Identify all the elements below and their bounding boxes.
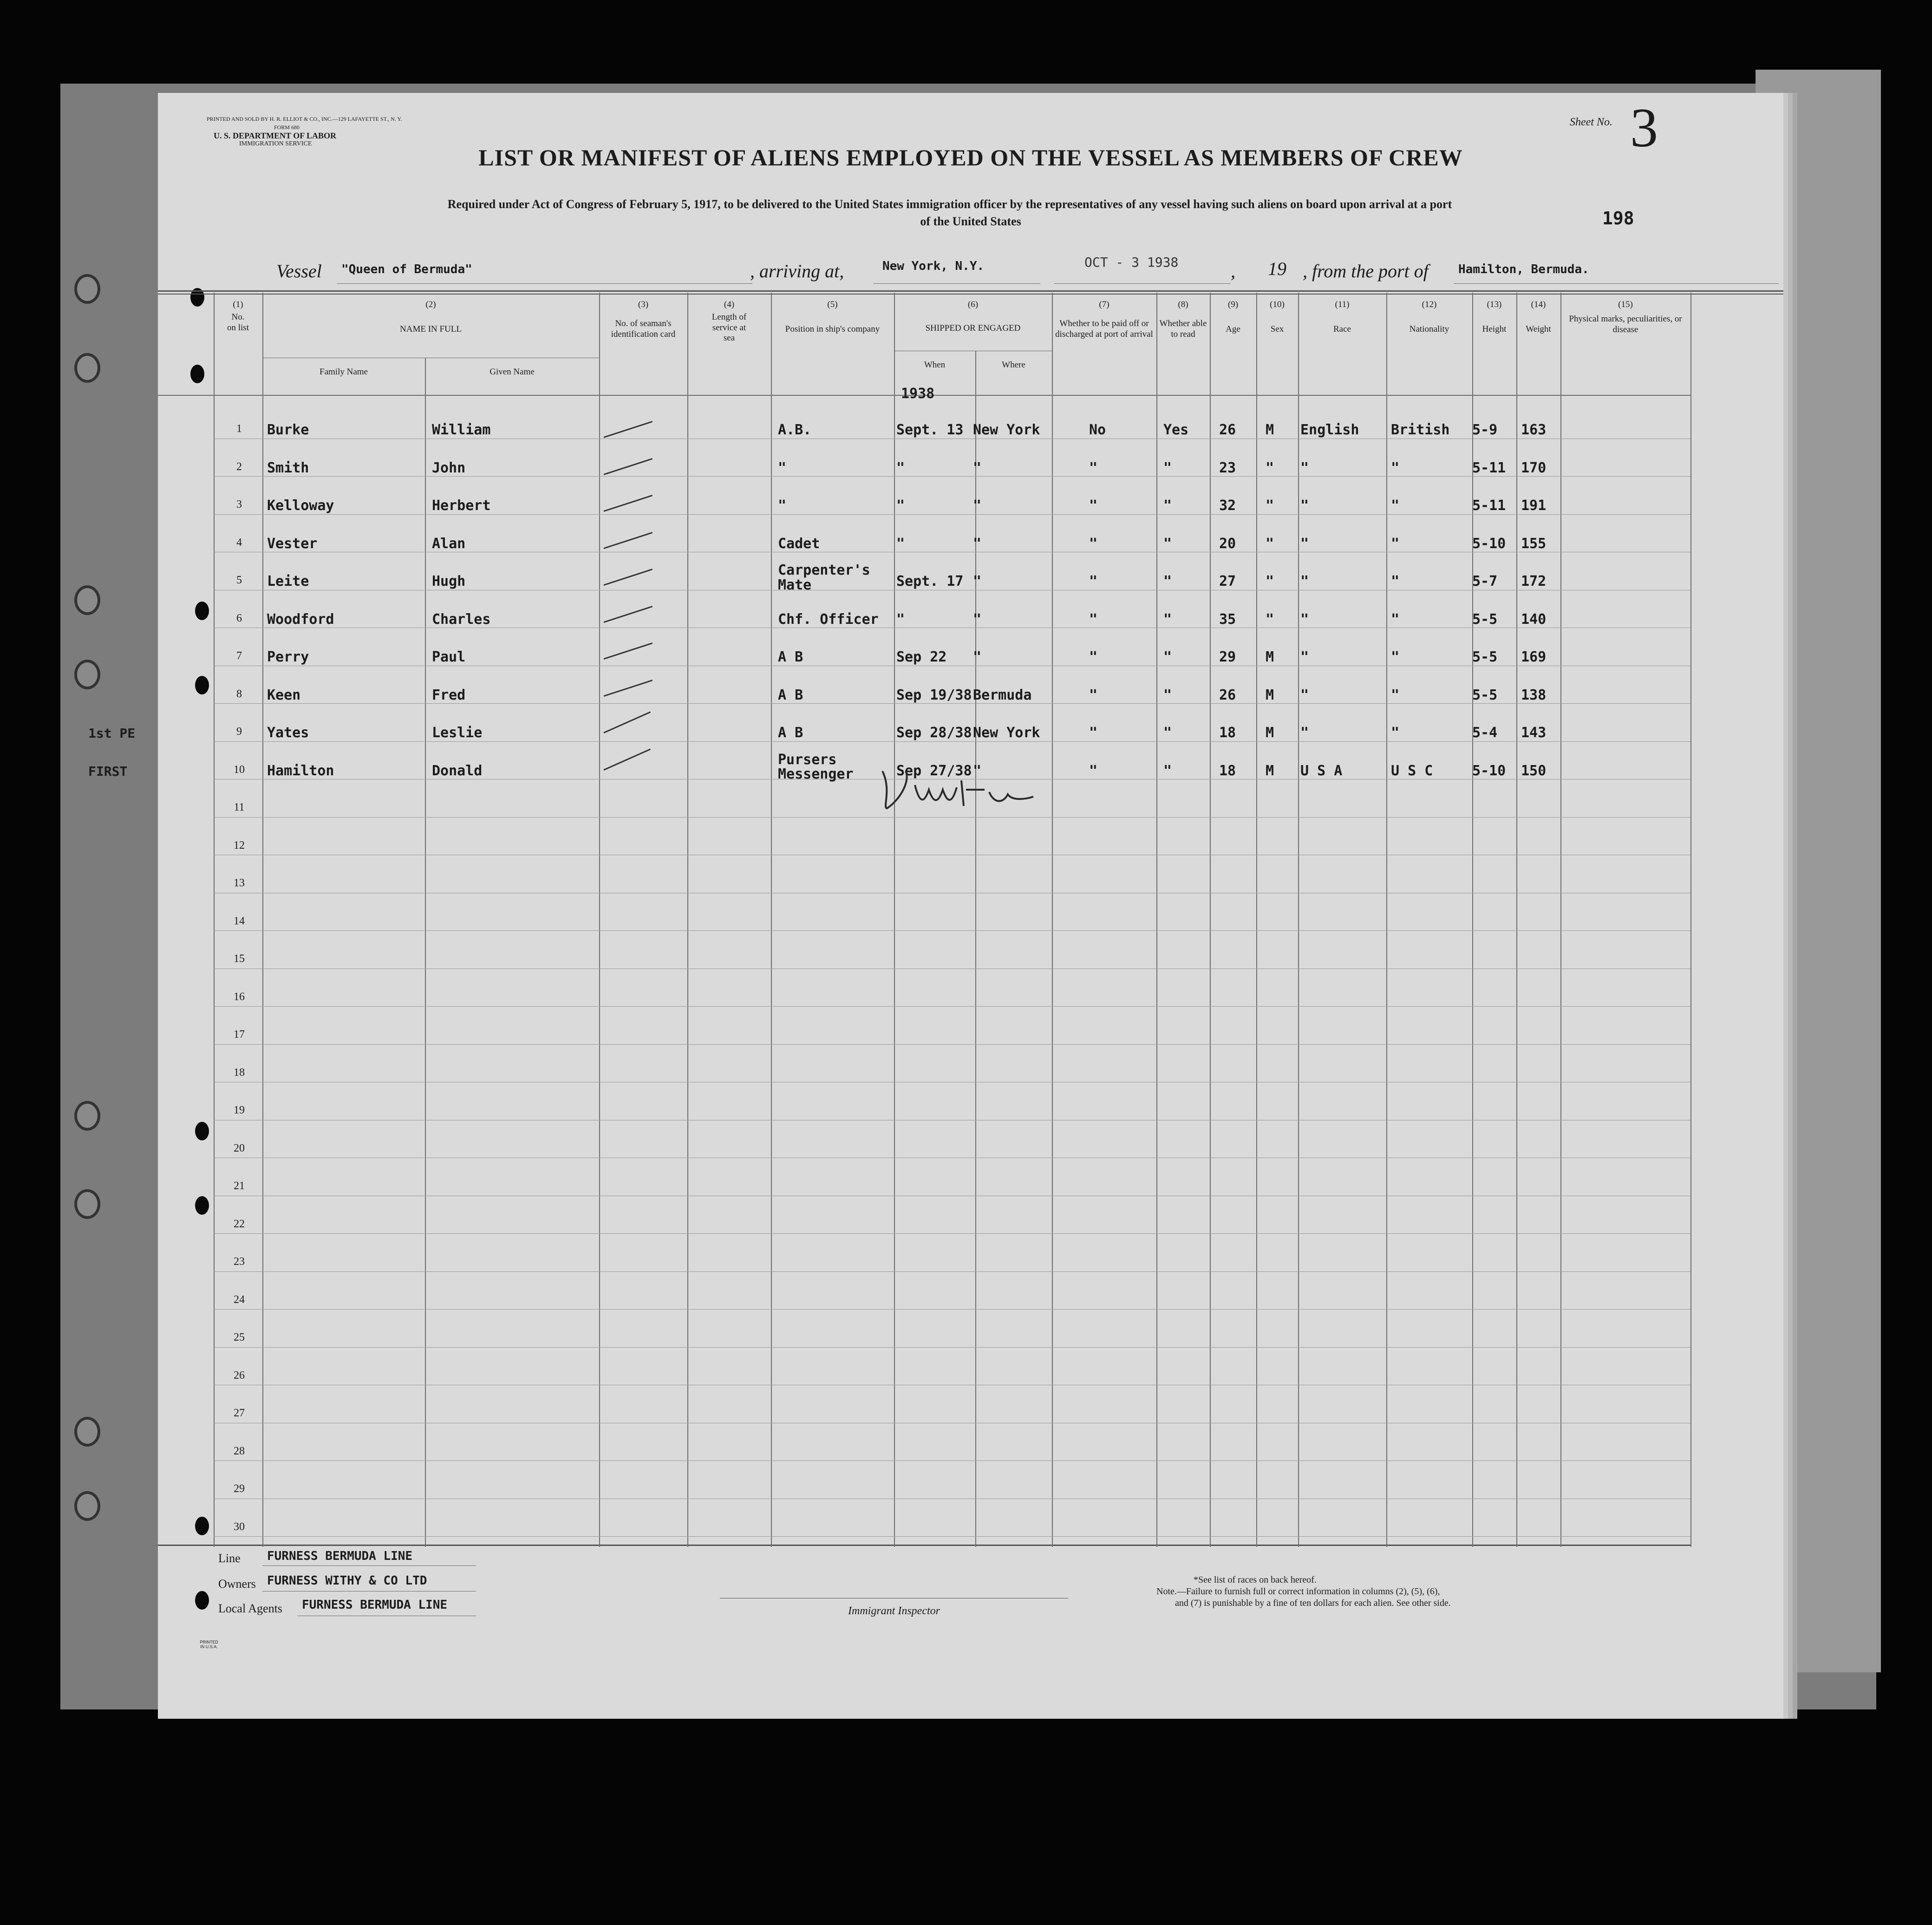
row-rule (214, 930, 1690, 931)
line-label: Line (218, 1552, 241, 1565)
row-number: 27 (234, 1407, 245, 1419)
position-cell: Pursers Messenger (778, 751, 854, 782)
able-to-read-cell: " (1163, 573, 1172, 589)
table-row (158, 631, 1690, 669)
given-name-cell: Paul (432, 649, 466, 665)
row-number: 28 (234, 1445, 245, 1457)
id-card-dash (604, 532, 653, 549)
row-number: 23 (234, 1256, 245, 1268)
nationality-cell: British (1391, 422, 1450, 438)
table-row (158, 442, 1690, 480)
age-cell: 23 (1219, 459, 1236, 476)
position-cell: " (778, 459, 787, 476)
paid-off-cell: " (1089, 459, 1098, 476)
row-number: 16 (234, 990, 245, 1003)
signature-text (896, 769, 967, 801)
able-to-read-cell: " (1163, 498, 1172, 514)
family-name-cell: Vester (267, 535, 318, 552)
family-name-cell: Perry (267, 649, 309, 665)
when-header: When (924, 360, 946, 370)
row-rule (214, 1347, 1690, 1348)
shipped-when-cell: Sept. 17 (896, 573, 964, 589)
height-cell: 5-4 (1472, 725, 1498, 741)
sex-cell: M (1266, 422, 1274, 438)
departure-port: Hamilton, Bermuda. (1458, 262, 1589, 276)
punch-hole (190, 365, 204, 383)
punch-hole (195, 1517, 209, 1535)
sex-cell: " (1266, 573, 1274, 589)
row-number: 25 (234, 1331, 245, 1343)
sex-cell: M (1266, 687, 1274, 703)
row-rule (214, 1460, 1690, 1461)
row-number: 18 (234, 1066, 245, 1079)
sex-cell: M (1266, 762, 1274, 779)
race-cell: " (1300, 611, 1309, 628)
binder-ring (74, 585, 100, 615)
table-row (158, 480, 1690, 518)
id-card-dash (604, 569, 653, 586)
race-cell: " (1300, 498, 1309, 514)
row-number: 30 (234, 1520, 245, 1533)
position-cell: " (778, 498, 787, 514)
given-name-cell: John (432, 459, 466, 476)
vessel-name: "Queen of Bermuda" (341, 262, 472, 276)
col-rule (1690, 293, 1691, 1547)
sex-cell: " (1266, 459, 1274, 476)
arrival-port: New York, N.Y. (882, 259, 985, 273)
table-row (158, 404, 1690, 442)
given-name-header: Given Name (490, 367, 535, 377)
punch-hole (195, 1591, 209, 1610)
penalty-note-1: Note.—Failure to furnish full or correct information in columns (2), (5), (6), (1156, 1586, 1440, 1597)
where-header: Where (1002, 360, 1025, 370)
punch-hole (195, 1196, 209, 1215)
shipped-where-cell: New York (973, 422, 1040, 438)
weight-cell: 170 (1521, 459, 1547, 476)
col-4-header: (4) Length of service at sea (711, 300, 747, 343)
family-name-cell: Kelloway (267, 498, 334, 514)
year-header: 1938 (901, 386, 935, 402)
owners-label: Owners (218, 1577, 256, 1591)
row-number: 1 (236, 423, 242, 435)
port-underline (1454, 283, 1779, 284)
shipped-where-cell: " (973, 611, 982, 628)
row-rule (214, 1536, 1690, 1537)
row-number: 6 (236, 612, 242, 624)
position-cell: A B (778, 725, 803, 741)
shipped-when-cell: " (896, 535, 905, 552)
owners-name: FURNESS WITHY & CO LTD (267, 1574, 427, 1588)
sex-cell: " (1266, 498, 1274, 514)
able-to-read-cell: " (1163, 649, 1172, 665)
binder-ring (74, 1491, 100, 1521)
shipped-when-cell: Sep 19/38 (896, 687, 972, 703)
col-14-header: (14) Weight (1526, 300, 1551, 334)
height-cell: 5-10 (1472, 535, 1506, 552)
row-number: 14 (234, 915, 245, 927)
weight-cell: 169 (1521, 649, 1547, 665)
id-card-dash (604, 421, 653, 438)
age-cell: 26 (1219, 422, 1236, 438)
shipped-when-cell: Sep 28/38 (896, 725, 972, 741)
col-2-header: (2) NAME IN FULL (400, 300, 462, 334)
height-cell: 5-11 (1472, 459, 1506, 476)
age-cell: 27 (1219, 573, 1236, 589)
col-7-header: (7) Whether to be paid off or discharged at port of arrival (1055, 300, 1153, 339)
given-name-cell: Herbert (432, 498, 491, 514)
arrival-underline (873, 283, 1040, 284)
nationality-cell: " (1391, 725, 1400, 741)
table-bottom-rule (158, 1545, 1690, 1546)
sex-cell: M (1266, 725, 1274, 741)
id-card-dash (603, 711, 651, 733)
manifest-page (88, 93, 1783, 1719)
row-number: 11 (234, 801, 245, 813)
paid-off-cell: " (1089, 649, 1098, 665)
given-name-cell: Fred (432, 687, 466, 703)
row-number: 29 (234, 1483, 245, 1495)
service-name: IMMIGRATION SERVICE (239, 140, 312, 147)
row-number: 20 (234, 1142, 245, 1154)
age-cell: 18 (1219, 725, 1236, 741)
paid-off-cell: No (1089, 422, 1106, 438)
able-to-read-cell: " (1163, 535, 1172, 552)
shipped-where-cell: " (973, 762, 982, 779)
height-cell: 5-10 (1472, 762, 1506, 779)
row-rule (214, 1309, 1690, 1310)
weight-cell: 150 (1521, 762, 1547, 779)
sheet-number: 3 (1630, 97, 1658, 158)
row-number: 8 (236, 688, 242, 700)
height-cell: 5-9 (1472, 422, 1498, 438)
printer-credit: PRINTED AND SOLD BY H. R. ELLIOT & CO., INC.—129 LAFAYETTE ST., N. Y. (207, 116, 402, 122)
height-cell: 5-5 (1472, 611, 1498, 628)
family-name-cell: Burke (267, 422, 309, 438)
binder-ring (74, 1101, 100, 1131)
family-name-cell: Smith (267, 459, 309, 476)
able-to-read-cell: " (1163, 687, 1172, 703)
age-cell: 20 (1219, 535, 1236, 552)
row-number: 17 (234, 1028, 245, 1041)
age-cell: 35 (1219, 611, 1236, 628)
row-rule (214, 1233, 1690, 1234)
shipped-where-cell: " (973, 649, 982, 665)
paid-off-cell: " (1089, 762, 1098, 779)
given-name-cell: Alan (432, 535, 466, 552)
row-number: 21 (234, 1180, 245, 1192)
row-number: 12 (234, 839, 245, 851)
col-8-header: (8) Whether able to read (1159, 300, 1207, 339)
binder-ring (74, 1417, 100, 1447)
able-to-read-cell: " (1163, 611, 1172, 628)
paid-off-cell: " (1089, 725, 1098, 741)
col-5-header: (5) Position in ship's company (785, 300, 880, 334)
weight-cell: 140 (1521, 611, 1547, 628)
family-name-cell: Woodford (267, 611, 334, 628)
row-number: 15 (234, 953, 245, 965)
nationality-cell: " (1391, 459, 1400, 476)
date-underline (1054, 283, 1231, 284)
shipped-where-cell: " (973, 535, 982, 552)
row-number: 13 (234, 877, 245, 889)
race-cell: " (1300, 535, 1309, 552)
row-number: 2 (236, 460, 242, 473)
race-cell: " (1300, 459, 1309, 476)
vessel-underline (337, 283, 752, 284)
table-row (158, 669, 1690, 707)
row-number: 10 (234, 763, 245, 776)
binder-ring (74, 1189, 100, 1219)
race-cell: " (1300, 687, 1309, 703)
col-3-header: (3) No. of seaman's identification card (611, 300, 676, 339)
department-name: U. S. DEPARTMENT OF LABOR (214, 131, 337, 140)
id-card-dash (604, 642, 653, 660)
col-6-header: (6) SHIPPED OR ENGAGED (925, 300, 1021, 333)
sex-cell: " (1266, 611, 1274, 628)
row-number: 3 (236, 498, 242, 511)
shipped-where-cell: New York (973, 725, 1040, 741)
height-cell: 5-11 (1472, 498, 1506, 514)
col-15-header: (15) Physical marks, peculiarities, or disease (1569, 300, 1682, 334)
inspector-label: Immigrant Inspector (848, 1605, 940, 1617)
table-row (158, 556, 1690, 594)
family-name-cell: Hamilton (267, 762, 334, 779)
race-cell: U S A (1300, 762, 1343, 779)
sheet-label: Sheet No. (1570, 116, 1612, 128)
col-11-header: (11) Race (1333, 300, 1351, 334)
position-cell: Cadet (778, 535, 820, 552)
paid-off-cell: " (1089, 687, 1098, 703)
binder-ring (74, 274, 100, 304)
line-underline (262, 1565, 476, 1566)
date-comma: , (1231, 261, 1235, 282)
arrival-date-stamp: OCT - 3 1938 (1084, 255, 1179, 270)
position-cell: A B (778, 649, 803, 665)
family-name-cell: Leite (267, 573, 309, 589)
paid-off-cell: " (1089, 498, 1098, 514)
id-card-dash (604, 680, 653, 697)
age-cell: 29 (1219, 649, 1236, 665)
nationality-cell: " (1391, 498, 1400, 514)
position-cell: Chf. Officer (778, 611, 879, 628)
nationality-cell: U S C (1391, 762, 1433, 779)
margin-note: FIRST (88, 763, 128, 779)
binder-ring (74, 353, 100, 383)
paid-off-cell: " (1089, 573, 1098, 589)
given-name-cell: Donald (432, 762, 483, 779)
able-to-read-cell: " (1163, 725, 1172, 741)
binder-ring (74, 660, 100, 689)
weight-cell: 138 (1521, 687, 1547, 703)
row-rule (214, 1271, 1690, 1272)
given-name-cell: William (432, 422, 491, 438)
subtitle-line-1: Required under Act of Congress of February 5, 1917, to be delivered to the United States immigration officer by the representatives of any vessel having such aliens on board upon arrival at a port (447, 197, 1452, 211)
family-name-cell: Yates (267, 725, 309, 741)
col-13-header: (13) Height (1482, 300, 1507, 334)
height-cell: 5-5 (1472, 687, 1498, 703)
able-to-read-cell: " (1163, 762, 1172, 779)
family-name-cell: Keen (267, 687, 301, 703)
height-cell: 5-7 (1472, 573, 1498, 589)
able-to-read-cell: " (1163, 459, 1172, 476)
shipped-when-cell: " (896, 459, 905, 476)
race-cell: " (1300, 649, 1309, 665)
given-name-cell: Charles (432, 611, 491, 628)
row-number: 19 (234, 1104, 245, 1116)
row-number: 4 (236, 536, 242, 549)
nationality-cell: " (1391, 573, 1400, 589)
paid-off-cell: " (1089, 535, 1098, 552)
col-1-header: (1) No. on list (227, 300, 249, 333)
arriving-label: , arriving at, (750, 261, 844, 282)
margin-note: 1st PE (88, 726, 136, 741)
position-cell: A.B. (778, 422, 812, 438)
weight-cell: 155 (1521, 535, 1547, 552)
row-number: 5 (236, 574, 242, 586)
sex-cell: " (1266, 535, 1274, 552)
table-top-rule (158, 294, 1783, 295)
sex-cell: M (1266, 649, 1274, 665)
age-cell: 18 (1219, 762, 1236, 779)
id-card-dash (603, 748, 651, 770)
col-12-header: (12) Nationality (1409, 300, 1449, 334)
shipped-when-cell: Sep 22 (896, 649, 947, 665)
shipped-when-cell: " (896, 498, 905, 514)
race-cell: " (1300, 725, 1309, 741)
row-rule (214, 1006, 1690, 1007)
table-row (158, 518, 1690, 556)
races-note: *See list of races on back hereof. (1194, 1575, 1317, 1585)
row-number: 26 (234, 1369, 245, 1382)
from-port-label: , from the port of (1303, 261, 1429, 282)
weight-cell: 143 (1521, 725, 1547, 741)
height-cell: 5-5 (1472, 649, 1498, 665)
row-rule (214, 1044, 1690, 1045)
id-card-dash (604, 495, 653, 512)
nationality-cell: " (1391, 535, 1400, 552)
row-rule (214, 817, 1690, 818)
nationality-cell: " (1391, 687, 1400, 703)
vessel-label: Vessel (276, 261, 322, 282)
weight-cell: 172 (1521, 573, 1547, 589)
page-title: LIST OR MANIFEST OF ALIENS EMPLOYED ON THE VESSEL AS MEMBERS OF CREW (478, 144, 1463, 170)
position-cell: A B (778, 687, 803, 703)
table-top-rule (158, 290, 1783, 292)
shipped-where-cell: " (973, 573, 982, 589)
row-number: 24 (234, 1293, 245, 1306)
shipped-when-cell: " (896, 611, 905, 628)
row-number: 9 (236, 726, 242, 738)
col-10-header: (10) Sex (1270, 300, 1285, 334)
shipped-where-cell: " (973, 498, 982, 514)
age-cell: 26 (1219, 687, 1236, 703)
id-card-dash (604, 606, 653, 623)
punch-hole (195, 1122, 209, 1140)
col-9-header: (9) Age (1226, 300, 1240, 334)
printed-in-usa: PRINTED IN U.S.A. (200, 1640, 218, 1649)
agents-label: Local Agents (218, 1602, 282, 1615)
weight-cell: 191 (1521, 498, 1547, 514)
race-cell: " (1300, 573, 1309, 589)
given-name-cell: Hugh (432, 573, 466, 589)
given-name-cell: Leslie (432, 725, 483, 741)
position-cell: Carpenter's Mate (778, 562, 870, 593)
penalty-note-2: and (7) is punishable by a fine of ten dollars for each alien. See other side. (1175, 1598, 1451, 1608)
table-row (88, 707, 1690, 745)
year-label: 19 (1268, 258, 1286, 279)
page-number: 198 (1602, 208, 1634, 229)
race-cell: English (1300, 422, 1359, 438)
nationality-cell: " (1391, 649, 1400, 665)
age-cell: 32 (1219, 498, 1236, 514)
shipped-when-cell: Sept. 13 (896, 422, 964, 438)
shipped-where-cell: " (973, 459, 982, 476)
nationality-cell: " (1391, 611, 1400, 628)
paid-off-cell: " (1089, 611, 1098, 628)
form-number: FORM 680 (274, 124, 300, 131)
shipped-when-cell: Sep 27/38 (896, 762, 972, 779)
row-number: 7 (236, 650, 242, 662)
id-card-dash (604, 458, 653, 475)
shipped-where-cell: Bermuda (973, 687, 1032, 703)
subtitle-line-2: of the United States (920, 215, 1021, 228)
family-name-header: Family Name (320, 367, 368, 377)
weight-cell: 163 (1521, 422, 1547, 438)
row-number: 22 (234, 1218, 245, 1230)
table-row (158, 594, 1690, 632)
line-name: FURNESS BERMUDA LINE (267, 1549, 413, 1563)
able-to-read-cell: Yes (1163, 422, 1189, 438)
agents-name: FURNESS BERMUDA LINE (302, 1598, 448, 1612)
